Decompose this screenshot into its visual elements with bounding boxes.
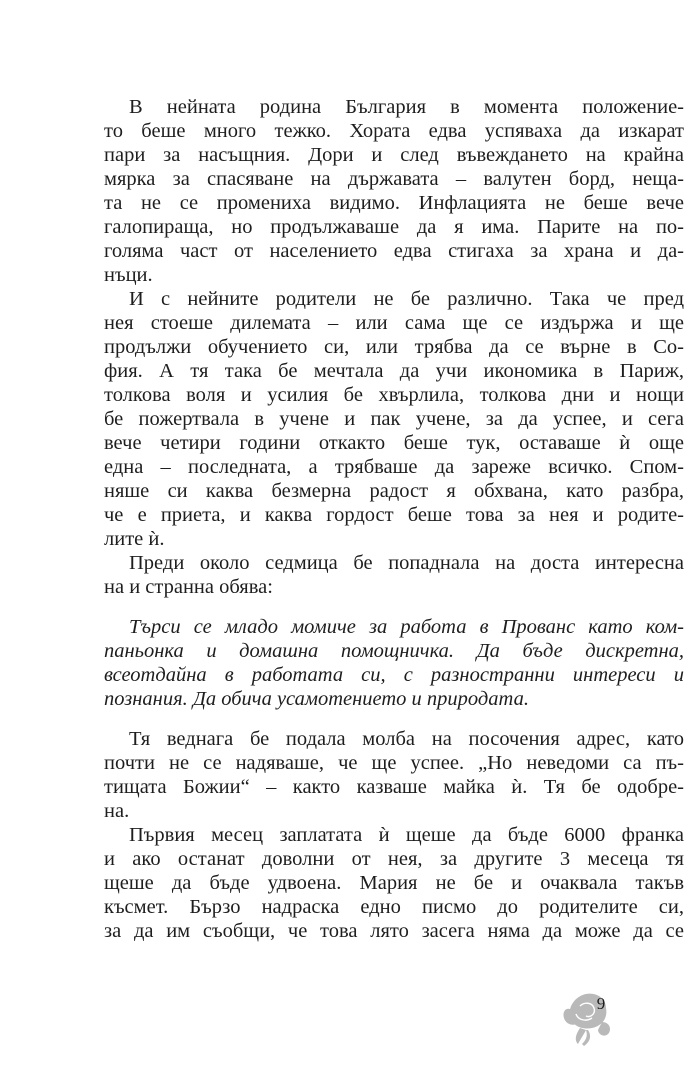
text-line: галопираща, но продължаваше да я има. Парите на по- — [104, 216, 684, 238]
text-line: че е приета, и каква гордост беше това за нея и родите- — [104, 504, 684, 526]
ad-text-line: познания. Да обича усамотението и природата. — [104, 688, 529, 710]
text-line: нъци. — [104, 264, 153, 286]
text-line: то беше много тежко. Хората едва успяваха да изкарат — [104, 120, 684, 142]
text-line: В нейната родина България в момента положение- — [129, 96, 684, 118]
text-line: Първия месец заплатата ѝ щеше да бъде 6000 франка — [129, 824, 684, 846]
text-line: голяма част от населението едва стигаха за храна и да- — [104, 240, 684, 262]
text-line: Тя веднага бе подала молба на посочения адрес, като — [129, 728, 684, 750]
text-line: пари за насъщния. Дори и след въвеждането на крайна — [104, 144, 684, 166]
text-line: И с нейните родители не бе различно. Така че пред — [129, 288, 684, 310]
text-line: щеше да бъде удвоена. Мария не бе и очаквала такъв — [104, 872, 684, 894]
text-line: продължи обучението си, или трябва да се върне в Со- — [104, 336, 684, 358]
text-line: и ако останат доволни от нея, за другите 3 месеца тя — [104, 848, 684, 870]
ad-text-line: Търси се младо момиче за работа в Прованс като ком- — [129, 616, 684, 638]
text-line: на и странна обява: — [104, 576, 273, 598]
text-line: една – последната, а трябваше да зареже всичко. Спом- — [104, 456, 684, 478]
text-line: мярка за спасяване на държавата – валутен борд, неща- — [104, 168, 684, 190]
text-line: толкова воля и усилия бе хвърлила, толкова дни и нощи — [104, 384, 684, 406]
text-line: късмет. Бързо надраска едно писмо до родителите си, — [104, 896, 684, 918]
text-line: бе пожертвала в учене и пак учене, за да успее, и сега — [104, 408, 684, 430]
text-line: няше си каква безмерна радост я обхвана, като разбра, — [104, 480, 684, 502]
text-line: Преди около седмица бе попаднала на доста интересна — [129, 552, 684, 574]
text-line: вече четири години откакто беше тук, оставаше ѝ още — [104, 432, 684, 454]
text-line: почти не се надяваше, че ще успее. „Но неведоми са пъ- — [104, 752, 684, 774]
text-line: тищата Божии“ – както казваше майка ѝ. Тя бе одобре- — [104, 776, 684, 798]
text-line: та не се промениха видимо. Инфлацията не беше вече — [104, 192, 684, 214]
ad-text-line: всеотдайна в работата си, с разностранни интереси и — [104, 664, 684, 686]
text-line: нея стоеше дилемата – или сама ще се издържа и ще — [104, 312, 684, 334]
ad-text-line: паньонка и домашна помощничка. Да бъде дискретна, — [104, 640, 684, 662]
page-number: 9 — [596, 994, 606, 1013]
text-line: на. — [104, 800, 130, 822]
text-line: лите ѝ. — [104, 528, 165, 550]
text-line: фия. А тя така бе мечтала да учи икономика в Париж, — [104, 360, 684, 382]
text-line: за да им съобщи, че това лято засега няма да може да се — [104, 920, 684, 942]
